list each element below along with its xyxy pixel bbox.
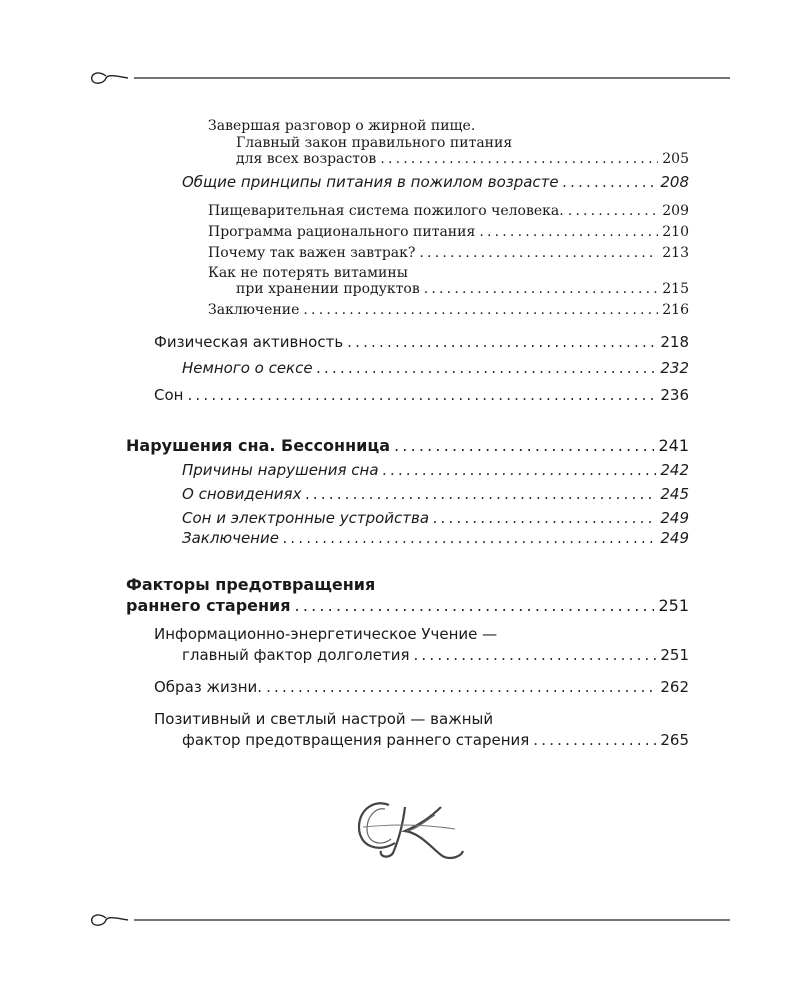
toc-entry-causes[interactable]	[182, 461, 689, 479]
toc-page-number: 251	[658, 596, 689, 615]
toc-page-number: 218	[660, 333, 689, 351]
toc-food-end-line2: Главный закон правильного питания	[236, 135, 513, 151]
toc-factors-line1: Факторы предотвращения	[126, 575, 376, 594]
toc-page-number: 210	[662, 224, 689, 240]
dot-leader	[303, 302, 658, 318]
dot-leader	[283, 529, 656, 547]
toc-entry-label: Немного о сексе	[182, 359, 313, 377]
toc-entry-label: Общие принципы питания в пожилом возрасте	[182, 173, 559, 191]
toc-entry-label: Почему так важен завтрак?	[208, 245, 416, 261]
toc-entry-label: главный фактор долголетия	[182, 646, 410, 664]
toc-page-number: 251	[660, 646, 689, 664]
toc-entry-label: Пищеварительная система пожилого человека.	[208, 203, 564, 219]
toc-entry-label: при хранении продуктов	[236, 281, 420, 297]
toc-entry-breakfast[interactable]	[208, 245, 689, 261]
toc-page-number: 215	[662, 281, 689, 297]
toc-entry-label: Физическая активность	[154, 333, 344, 351]
toc-page-number: 265	[660, 731, 689, 749]
toc-page-number: 232	[660, 359, 689, 377]
dot-leader	[413, 646, 656, 664]
toc-page-number: 208	[660, 173, 689, 191]
toc-entry-activity[interactable]	[154, 333, 689, 351]
toc-page-number: 242	[660, 461, 689, 479]
dot-leader	[563, 173, 657, 191]
dot-leader	[295, 596, 655, 615]
toc-entry-teaching[interactable]	[182, 646, 689, 664]
toc-entry-label: Программа рационального питания	[208, 224, 476, 240]
toc-entry-label: Причины нарушения сна	[182, 461, 379, 479]
dot-leader	[533, 731, 656, 749]
dot-leader	[305, 485, 656, 503]
toc-entry-label: Сон	[154, 386, 184, 404]
toc-page-number: 245	[660, 485, 689, 503]
toc-entry-sleep[interactable]	[154, 386, 689, 404]
dot-leader	[383, 461, 657, 479]
toc-page-number: 262	[660, 678, 689, 696]
toc-entry-dreams[interactable]	[182, 485, 689, 503]
toc-page-number: 236	[660, 386, 689, 404]
toc-entry-label: Образ жизни.	[154, 678, 263, 696]
dot-leader	[424, 281, 659, 297]
toc-entry-conclusion-nutrition[interactable]	[208, 302, 689, 318]
dot-leader	[433, 509, 656, 527]
publisher-monogram-logo	[345, 795, 475, 865]
toc-entry-elderly-principles[interactable]	[182, 173, 689, 191]
toc-entry-digestive[interactable]	[208, 203, 689, 219]
dot-leader	[187, 386, 656, 404]
toc-entry-program[interactable]	[208, 224, 689, 240]
toc-entry-label: Заключение	[182, 529, 279, 547]
toc-chapter-label: раннего старения	[126, 596, 291, 615]
dot-leader	[479, 224, 658, 240]
toc-chapter-label: Нарушения сна. Бессонница	[126, 436, 390, 455]
toc-entry-label: Заключение	[208, 302, 300, 318]
toc-entry-label: Сон и электронные устройства	[182, 509, 430, 527]
toc-chapter-factors[interactable]	[126, 596, 689, 615]
toc-food-end-line1: Завершая разговор о жирной пище.	[208, 118, 476, 134]
dot-leader	[394, 436, 654, 455]
toc-entry-vitamins[interactable]	[236, 281, 689, 297]
dot-leader	[266, 678, 656, 696]
toc-entry-label: для всех возрастов	[236, 151, 377, 167]
toc-page-number: 205	[662, 151, 689, 167]
toc-entry-conclusion-sleep[interactable]	[182, 529, 689, 547]
toc-teaching-line1: Информационно-энергетическое Учение —	[154, 625, 498, 643]
dot-leader	[380, 151, 658, 167]
toc-chapter-insomnia[interactable]	[126, 436, 689, 455]
toc-entry-sex[interactable]	[182, 359, 689, 377]
toc-entry-food-end[interactable]	[236, 151, 689, 167]
toc-page-number: 241	[658, 436, 689, 455]
toc-entry-lifestyle[interactable]	[154, 678, 689, 696]
toc-entry-label: фактор предотвращения раннего старения	[182, 731, 530, 749]
toc-page-number: 209	[662, 203, 689, 219]
toc-positive-line1: Позитивный и светлый настрой — важный	[154, 710, 494, 728]
dot-leader	[317, 359, 657, 377]
toc-entry-positive[interactable]	[182, 731, 689, 749]
dot-leader	[568, 203, 659, 219]
dot-leader	[347, 333, 656, 351]
toc-page-number: 249	[660, 529, 689, 547]
toc-page-number: 216	[662, 302, 689, 318]
toc-entry-devices[interactable]	[182, 509, 689, 527]
toc-page-number: 249	[660, 509, 689, 527]
toc-vitamins-line1: Как не потерять витамины	[208, 265, 408, 281]
dot-leader	[419, 245, 658, 261]
toc-entry-label: О сновидениях	[182, 485, 302, 503]
toc-page-number: 213	[662, 245, 689, 261]
